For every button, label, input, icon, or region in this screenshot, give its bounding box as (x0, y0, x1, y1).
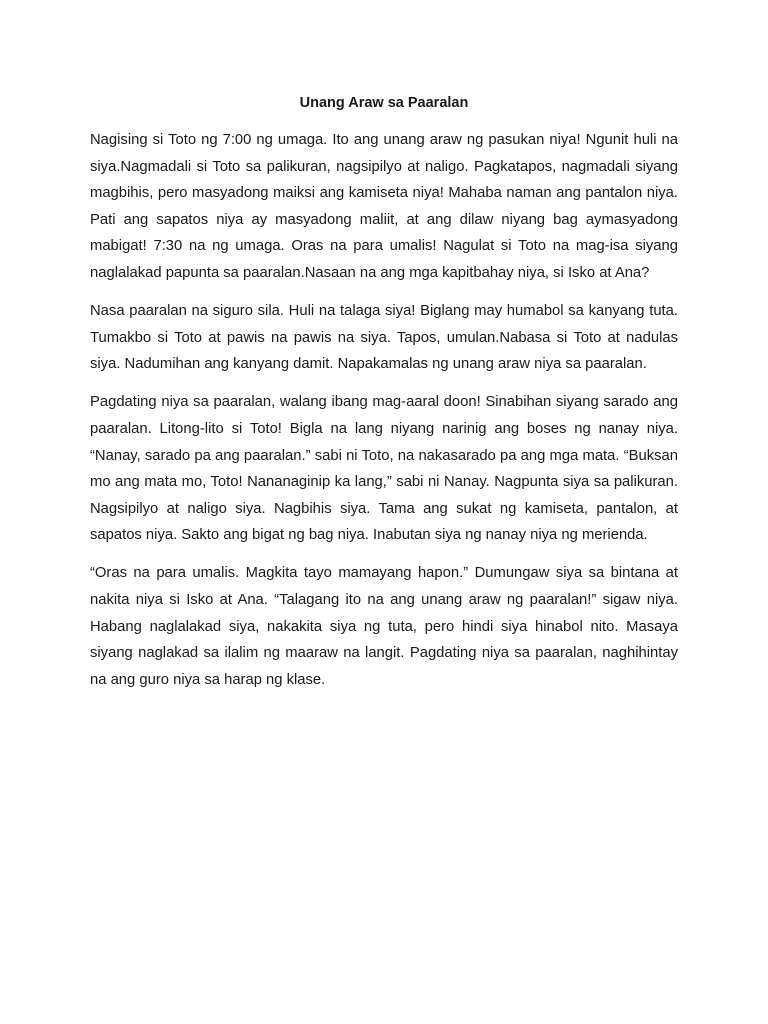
document-body (90, 127, 678, 705)
paragraph-3: Pagdating niya sa paaralan, walang ibang mag-aaral doon! Sinabihan siyang sarado ang paaralan. Litong-lito si Toto! Bigla na lang niyang narinig ang boses ng nanay niya. “Nanay, sarado pa ang paaralan.” sabi ni Toto, na nakasarado pa ang mga mata. “Buksan mo ang mata mo, Toto! Nananaginip ka lang,” sabi ni Nanay. Nagpunta siya sa palikuran. Nagsipilyo at naligo siya. Nagbihis siya. Tama ang sukat ng kamiseta, pantalon, at sapatos niya. Sakto ang bigat ng bag niya. Inabutan siya ng nanay niya ng merienda. (90, 394, 678, 544)
paragraph-4: “Oras na para umalis. Magkita tayo mamayang hapon.” Dumungaw siya sa bintana at nakita niya si Isko at Ana. “Talagang ito na ang unang araw ng paaralan!” sigaw niya. Habang naglalakad siya, nakakita siya ng tuta, pero hindi siya hinabol nito. Masaya siyang naglakad sa ilalim ng maaraw na langit. Pagdating niya sa paaralan, naghihintay na ang guro niya sa harap ng klase. (90, 565, 678, 688)
paragraph-2: Nasa paaralan na siguro sila. Huli na talaga siya! Biglang may humabol sa kanyang tuta. Tumakbo si Toto at pawis na pawis na siya. Tapos, umulan.Nabasa si Toto at nadulas siya. Nadumihan ang kanyang damit. Napakamalas ng unang araw niya sa paaralan. (90, 303, 678, 373)
paragraph-1: Nagising si Toto ng 7:00 ng umaga. Ito ang unang araw ng pasukan niya! Ngunit huli na siya.Nagmadali si Toto sa palikuran, nagsipilyo at naligo. Pagkatapos, nagmadali siyang magbihis, pero masyadong maiksi ang kamiseta niya! Mahaba naman ang pantalon niya. Pati ang sapatos niya ay masyadong maliit, at ang dilaw niyang bag aymasyadong mabigat! 7:30 na ng umaga. Oras na para umalis! Nagulat si Toto na mag-isa siyang naglalakad papunta sa paaralan.Nasaan na ang mga kapitbahay niya, si Isko at Ana? (90, 132, 678, 281)
document-title: Unang Araw sa Paaralan (299, 95, 469, 111)
